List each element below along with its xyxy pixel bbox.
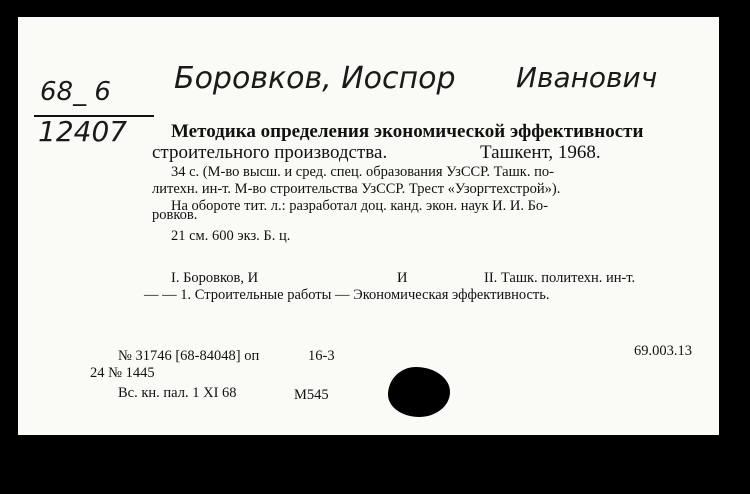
tracing-institution: II. Ташк. политехн. ин-т. bbox=[484, 270, 636, 286]
tracing-author: I. Боровков, И bbox=[171, 270, 259, 286]
card-number: № 31746 [68-84048] оп bbox=[118, 348, 260, 364]
order-number: 16-3 bbox=[308, 348, 335, 364]
catalog-card bbox=[18, 17, 719, 435]
note-line2: ровков. bbox=[152, 207, 198, 223]
handwritten-number: 12407 bbox=[38, 115, 128, 148]
print-code: М545 bbox=[294, 387, 329, 403]
publication-line2: литехн. ин-т. М-во строительства УзССР. Трест «Узоргтехстрой»). bbox=[152, 181, 561, 197]
printing-number: 24 № 1445 bbox=[90, 365, 155, 381]
handwritten-patronymic: Иванович bbox=[516, 61, 658, 94]
tracing-subject: — — 1. Строительные работы — Экономическая эффективность. bbox=[144, 287, 550, 303]
publication-line1: 34 с. (М-во высш. и сред. спец. образования УзССР. Ташк. по- bbox=[171, 164, 554, 180]
book-title-line2: строительного производства. bbox=[152, 142, 388, 163]
format-line: 21 см. 600 экз. Б. ц. bbox=[171, 228, 291, 244]
tracing-initial: И bbox=[397, 270, 408, 286]
note-line1: На обороте тит. л.: разработал доц. канд. экон. наук И. И. Бо- bbox=[171, 198, 548, 214]
place-year: Ташкент, 1968. bbox=[480, 142, 601, 163]
udc-code: 69.003.13 bbox=[634, 343, 692, 359]
handwritten-author: Боровков, Иоспор bbox=[174, 61, 456, 96]
book-chamber-line: Вс. кн. пал. 1 XI 68 bbox=[118, 385, 237, 401]
ink-blot bbox=[388, 367, 450, 417]
book-title-line1: Методика определения экономической эффективности bbox=[171, 121, 644, 142]
handwritten-shelf-code: 68_ 6 bbox=[40, 77, 111, 107]
